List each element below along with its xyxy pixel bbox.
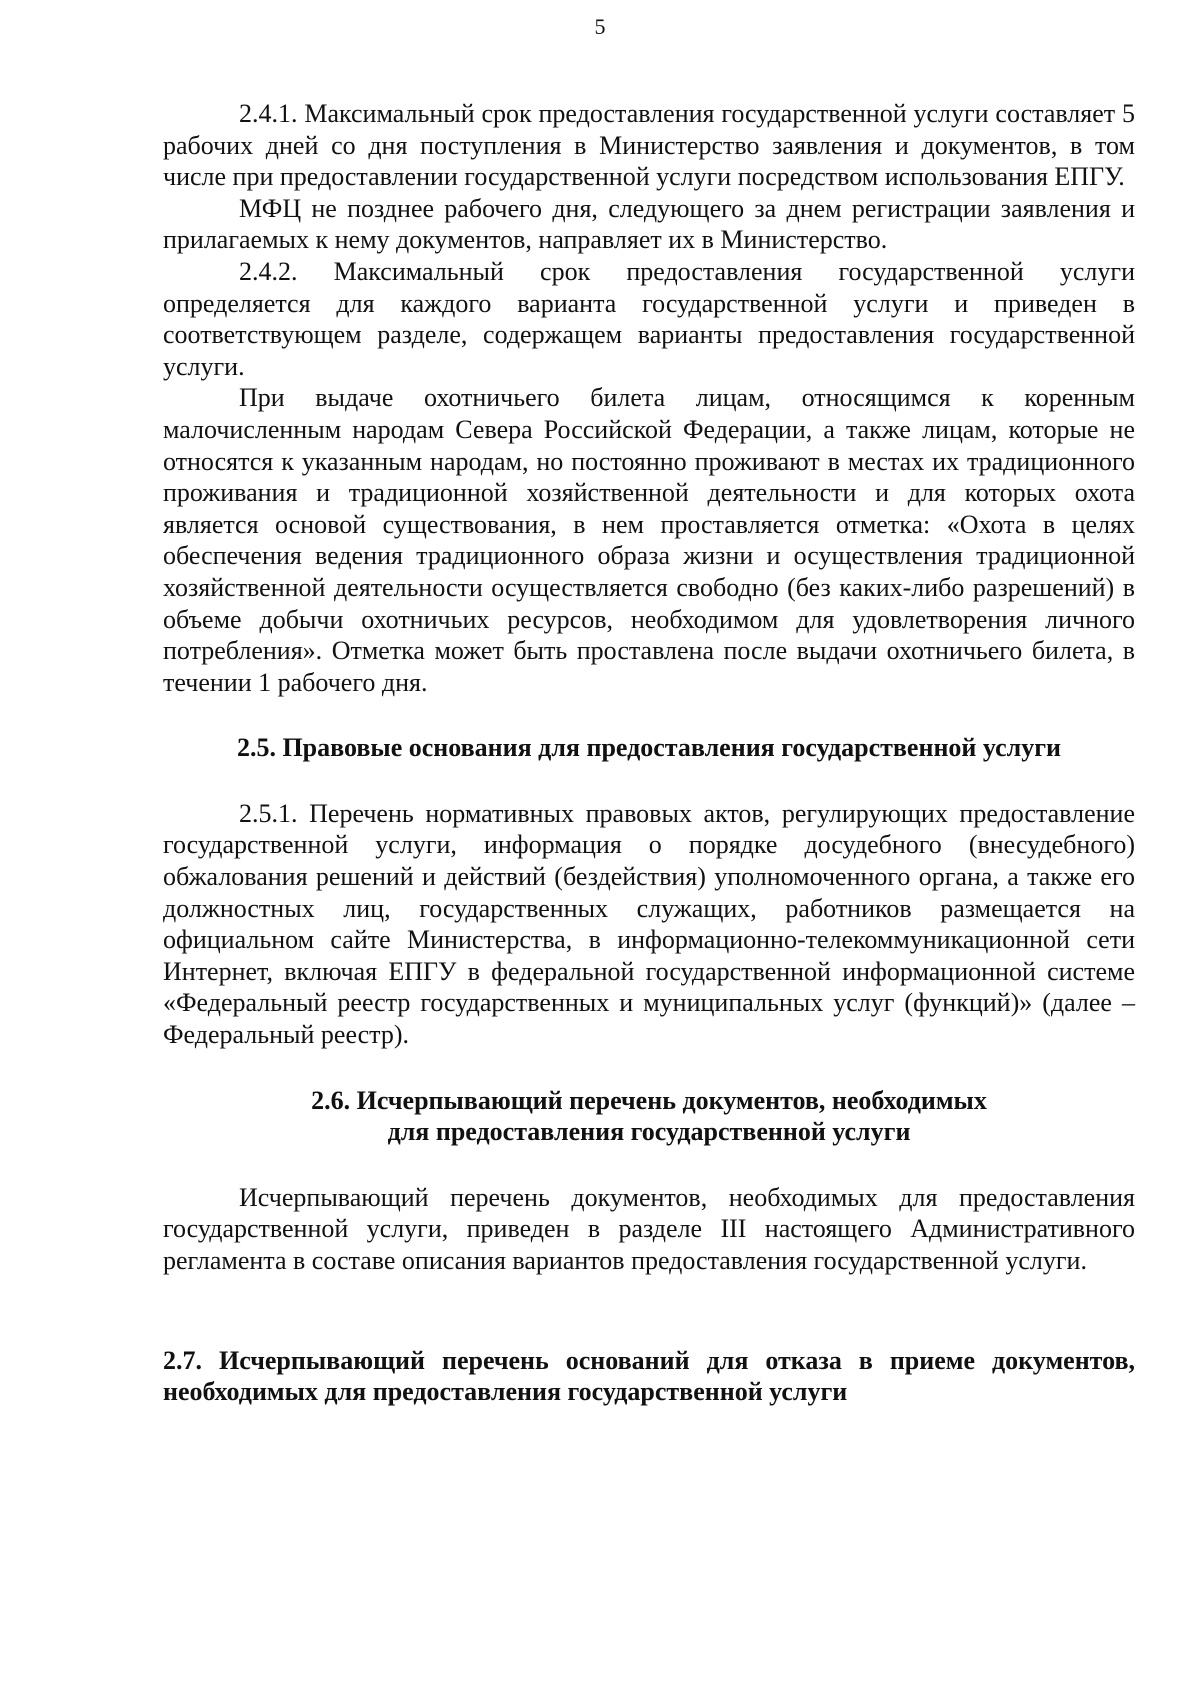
page-number: 5 <box>594 14 606 39</box>
heading-2-6 <box>163 1085 1135 1148</box>
heading-2-7: 2.7. Исчерпывающий перечень оснований для отказа в приеме документов, необходимых для предоставления государственной услуги <box>163 1345 1135 1407</box>
paragraph-2-4-2: 2.4.2. Максимальный срок предоставления государственной услуги определяется для каждого варианта государственной услуги и приведен в соответствующем разделе, содержащем варианты предоставления государственной услуги. <box>163 256 1135 381</box>
heading-2-6-line-2: для предоставления государственной услуги <box>387 1117 911 1147</box>
heading-2-6-line-1: 2.6. Исчерпывающий перечень документов, необходимых <box>311 1085 987 1115</box>
paragraph-2-5-1: 2.5.1. Перечень нормативных правовых актов, регулирующих предоставление государственной услуги, информация о порядке досудебного (внесудебного) обжалования решений и действий (бездействия) уполномоченного органа, а также его должностных лиц, государственных служащих, работников размещается на официальном сайте Министерства, в информационно-телекоммуникационной сети Интернет, включая ЕПГУ в федеральной государственной информационной системе «Федеральный реестр государственных и муниципальных услуг (функций)» (далее – Федеральный реестр). <box>163 798 1135 1050</box>
paragraph-2-6: Исчерпывающий перечень документов, необходимых для предоставления государственной услуги, приведен в разделе III настоящего Административного регламента в составе описания вариантов предоставления государственной услуги. <box>163 1182 1135 1275</box>
paragraph-2-4-1: 2.4.1. Максимальный срок предоставления государственной услуги составляет 5 рабочих дней со дня поступления в Министерство заявления и документов, в том числе при предоставлении государственной услуги посредством использования ЕПГУ. <box>163 99 1135 192</box>
heading-2-5: 2.5. Правовые основания для предоставления государственной услуги <box>236 733 1062 763</box>
paragraph-mfc: МФЦ не позднее рабочего дня, следующего за днем регистрации заявления и прилагаемых к нему документов, направляет их в Министерство. <box>163 193 1135 255</box>
paragraph-hunting-ticket: При выдаче охотничьего билета лицам, относящимся к коренным малочисленным народам Севера Российской Федерации, а также лицам, которые не относятся к указанным народам, но постоянно проживают в местах их традиционного проживания и традиционной хозяйственной деятельности и для которых охота является основой существования, в нем проставляется отметка: «Охота в целях обеспечения ведения традиционного образа жизни и осуществления традиционной хозяйственной деятельности осуществляется свободно (без каких-либо разрешений) в объеме добычи охотничьих ресурсов, необходимом для удовлетворения личного потребления». Отметка может быть проставлена после выдачи охотничьего билета, в течении 1 рабочего дня. <box>163 383 1135 697</box>
document-body <box>163 98 1135 1408</box>
